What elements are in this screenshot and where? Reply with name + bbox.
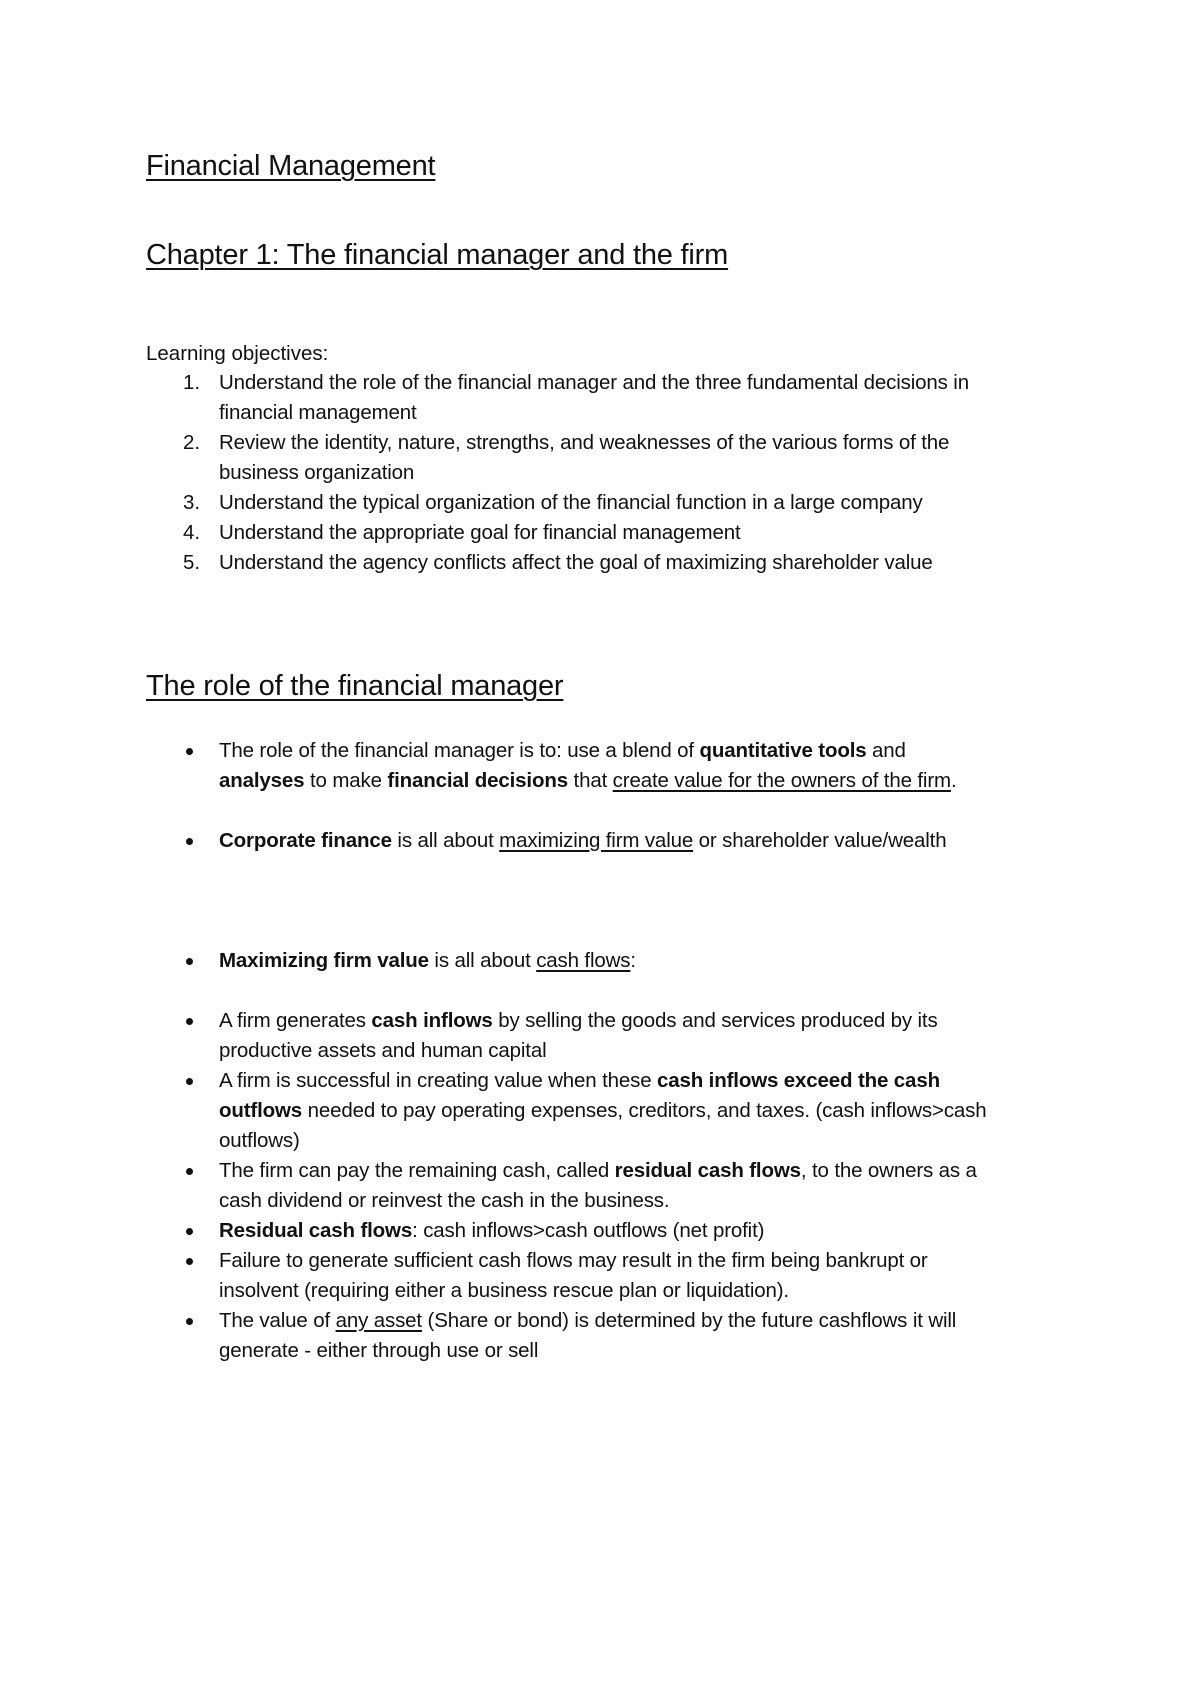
section-heading: The role of the financial manager: [146, 670, 564, 702]
bold-run: Maximizing firm value: [219, 949, 429, 972]
text-run: and: [866, 739, 906, 762]
document-title: Financial Management: [146, 150, 436, 182]
bullet-dot: [186, 1258, 193, 1265]
bold-run: financial decisions: [387, 769, 568, 792]
bullet-dot: [186, 1078, 193, 1085]
bullet-text: Failure to generate sufficient cash flows may result in the firm being bankrupt or: [219, 1249, 928, 1272]
bold-run: outflows: [219, 1099, 303, 1122]
bullet-text-cont: cash dividend or reinvest the cash in the business.: [219, 1189, 670, 1212]
objective-number: 3.: [183, 491, 201, 514]
chapter-heading: Chapter 1: The financial manager and the firm: [146, 239, 729, 271]
bold-run: cash inflows exceed the cash: [657, 1069, 940, 1092]
bullet-dot: [186, 958, 193, 965]
text-run: (Share or bond) is determined by the future cashflows it will: [421, 1309, 957, 1332]
bullet-text-cont: generate - either through use or sell: [219, 1339, 539, 1362]
bold-run: Corporate finance: [219, 829, 392, 852]
objective-number: 5.: [183, 551, 201, 574]
bullet-text: [219, 826, 946, 856]
bullet-text: [219, 1006, 938, 1036]
underlined-run: create value for the owners of the firm: [612, 769, 951, 792]
bullet-dot: [186, 1018, 193, 1025]
text-run: .: [950, 769, 957, 792]
text-run: or shareholder value/wealth: [693, 829, 947, 852]
text-run: needed to pay operating expenses, creditors, and taxes. (cash inflows>cash: [302, 1099, 987, 1122]
bullet-dot: [186, 1318, 193, 1325]
objective-text-cont: business organization: [219, 461, 415, 484]
text-run: :: [630, 949, 636, 972]
bold-run: residual cash flows: [614, 1159, 801, 1182]
bullet-dot: [186, 748, 193, 755]
text-run: is all about: [391, 829, 500, 852]
bullet-text: [219, 1216, 764, 1246]
bold-run: cash inflows: [371, 1009, 493, 1032]
underlined-run: any asset: [335, 1309, 422, 1332]
text-run: : cash inflows>cash outflows (net profit): [412, 1219, 765, 1242]
bold-run: analyses: [219, 769, 305, 792]
bullet-text-cont: outflows): [219, 1129, 300, 1152]
objective-number: 2.: [183, 431, 201, 454]
text-run: The firm can pay the remaining cash, called: [219, 1159, 615, 1182]
bullet-text-cont: [219, 766, 956, 796]
objective-text: Understand the agency conflicts affect the goal of maximizing shareholder value: [219, 551, 933, 574]
bullet-text: [219, 736, 906, 766]
text-run: A firm is successful in creating value when these: [219, 1069, 658, 1092]
objective-text: Understand the role of the financial manager and the three fundamental decisions in: [219, 371, 969, 394]
text-run: by selling the goods and services produced by its: [492, 1009, 938, 1032]
objective-number: 4.: [183, 521, 201, 544]
bold-run: Residual cash flows: [219, 1219, 413, 1242]
bullet-text: [219, 946, 636, 976]
bullet-dot: [186, 1168, 193, 1175]
learning-objectives-label: Learning objectives:: [146, 342, 329, 365]
text-run: , to the owners as a: [800, 1159, 977, 1182]
bullet-text: [219, 1306, 956, 1336]
objective-text: Review the identity, nature, strengths, and weaknesses of the various forms of the: [219, 431, 950, 454]
bullet-text: [219, 1066, 940, 1096]
text-run: is all about: [428, 949, 537, 972]
objective-text: Understand the appropriate goal for financial management: [219, 521, 741, 544]
underlined-run: cash flows: [536, 949, 631, 972]
underlined-run: maximizing firm value: [499, 829, 694, 852]
text-run: to make: [304, 769, 388, 792]
bullet-dot: [186, 838, 193, 845]
text-run: The value of: [219, 1309, 336, 1332]
text-run: that: [567, 769, 613, 792]
objective-text-cont: financial management: [219, 401, 417, 424]
objective-text: Understand the typical organization of the financial function in a large company: [219, 491, 923, 514]
bold-run: quantitative tools: [699, 739, 867, 762]
bullet-text-cont: [219, 1096, 987, 1126]
bullet-text-cont: insolvent (requiring either a business rescue plan or liquidation).: [219, 1279, 789, 1302]
text-run: A firm generates: [219, 1009, 372, 1032]
text-run: The role of the financial manager is to: use a blend of: [219, 739, 700, 762]
objective-number: 1.: [183, 371, 201, 394]
bullet-text: [219, 1156, 977, 1186]
bullet-dot: [186, 1228, 193, 1235]
bullet-text-cont: productive assets and human capital: [219, 1039, 547, 1062]
